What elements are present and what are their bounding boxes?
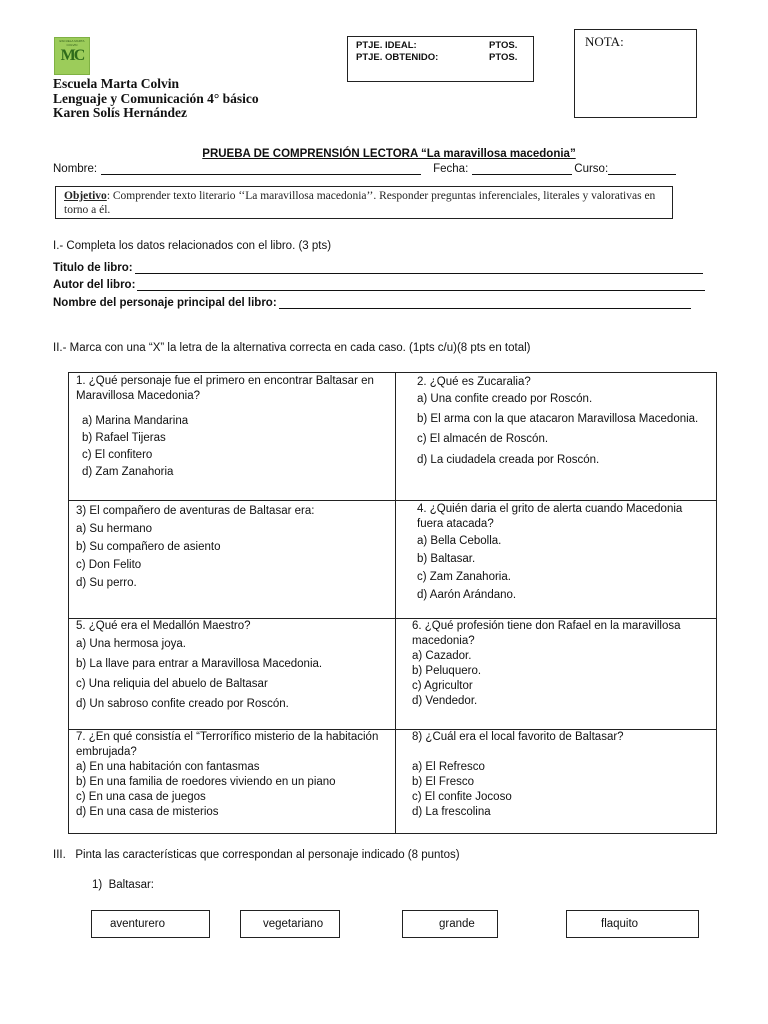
grade-label: NOTA: (585, 34, 624, 49)
course-label: Curso: (574, 163, 609, 175)
objective-text: : Comprender texto literario ‘‘La maravillosa macedonia’’. Responder preguntas inferenciales, literales y valorativas en torno a él. (64, 190, 656, 216)
section2-heading: II.- Marca con una “X” la letra de la alternativa correcta en cada caso. (1pts c/u)(8 pts en total) (53, 342, 531, 354)
option-c[interactable]: c) Agricultor (412, 680, 473, 692)
option-d[interactable]: d) Vendedor. (412, 695, 478, 707)
option-b[interactable]: b) Su compañero de asiento (76, 541, 221, 553)
option-b[interactable]: b) En una familia de roedores viviendo en un piano (76, 776, 336, 788)
name-field[interactable] (101, 164, 421, 175)
table-divider (69, 500, 716, 501)
character-label: 1) Baltasar: (92, 879, 154, 891)
page-title: PRUEBA DE COMPRENSIÓN LECTORA “La maravillosa macedonia” (202, 148, 576, 160)
section1-heading: I.- Completa los datos relacionados con el libro. (3 pts) (53, 240, 332, 252)
teacher-name: Karen Solís Hernández (53, 105, 188, 120)
option-c[interactable]: c) Zam Zanahoria. (417, 571, 511, 583)
option-d[interactable]: d) En una casa de misterios (76, 806, 219, 818)
date-field[interactable] (472, 164, 572, 175)
option-b[interactable]: b) Rafael Tijeras (82, 432, 166, 444)
score-obtained-unit: PTOS. (489, 52, 518, 63)
score-ideal-unit: PTOS. (489, 40, 518, 51)
question-text: 8) ¿Cuál era el local favorito de Baltasar? (412, 731, 624, 743)
trait-box-flaquito[interactable] (566, 910, 699, 938)
trait-box-grande[interactable] (402, 910, 498, 938)
grade-box[interactable] (574, 29, 697, 118)
objective-box (55, 186, 673, 219)
option-b[interactable]: b) El Fresco (412, 776, 474, 788)
question-text: 1. ¿Qué personaje fue el primero en encontrar Baltasar en Maravillosa Macedonia? (76, 375, 374, 402)
option-b[interactable]: b) Peluquero. (412, 665, 482, 677)
trait-label: flaquito (601, 918, 639, 930)
question-text: 3) El compañero de aventuras de Baltasar era: (76, 505, 315, 517)
option-c[interactable]: c) El almacén de Roscón. (417, 433, 549, 445)
score-obtained-label: PTJE. OBTENIDO: (356, 52, 439, 63)
trait-box-vegetariano[interactable] (240, 910, 340, 938)
logo-top-text: ESCUELA MARTA COLVIN (59, 39, 85, 47)
option-a[interactable]: a) Marina Mandarina (82, 415, 189, 427)
question-7 (76, 730, 388, 820)
option-b[interactable]: b) La llave para entrar a Maravillosa Macedonia. (76, 658, 323, 670)
book-title-field[interactable] (135, 263, 703, 274)
option-d[interactable]: d) Su perro. (76, 577, 137, 589)
option-a[interactable]: a) Su hermano (76, 523, 153, 535)
question-text: 5. ¿Qué era el Medallón Maestro? (76, 620, 251, 632)
option-b[interactable]: b) El arma con la que atacaron Maravillosa Macedonia. (417, 413, 699, 425)
question-text: 6. ¿Qué profesión tiene don Rafael en la maravillosa macedonia? (412, 620, 681, 647)
score-box (347, 36, 534, 82)
question-1 (76, 374, 388, 481)
book-author-field[interactable] (137, 280, 705, 291)
score-ideal-label: PTJE. IDEAL: (356, 40, 417, 51)
question-text: 4. ¿Quién daria el grito de alerta cuando Macedonia fuera atacada? (417, 503, 683, 530)
score-obtained-row (356, 52, 533, 64)
option-b[interactable]: b) Baltasar. (417, 553, 476, 565)
trait-label: vegetariano (263, 918, 324, 930)
option-d[interactable]: d) La frescolina (412, 806, 491, 818)
score-ideal-row (356, 40, 533, 52)
main-character-field[interactable] (279, 298, 691, 309)
book-author-label: Autor del libro: (53, 279, 136, 291)
school-info (53, 77, 259, 121)
book-title-row (53, 262, 703, 274)
option-d[interactable]: d) La ciudadela creada por Roscón. (417, 454, 600, 466)
book-author-row (53, 279, 705, 291)
section3-heading: III. Pinta las características que correspondan al personaje indicado (8 puntos) (53, 849, 460, 861)
logo-initials: MC (60, 47, 84, 64)
option-a[interactable]: a) En una habitación con fantasmas (76, 761, 260, 773)
question-8 (412, 730, 707, 820)
question-2 (417, 374, 707, 469)
course-field[interactable] (608, 164, 676, 175)
option-c[interactable]: c) Don Felito (76, 559, 142, 571)
trait-label: grande (439, 918, 475, 930)
table-divider (395, 373, 396, 833)
option-a[interactable]: a) Cazador. (412, 650, 472, 662)
question-6 (412, 619, 707, 709)
question-text: 2. ¿Qué es Zucaralia? (417, 376, 531, 388)
option-c[interactable]: c) El confite Jocoso (412, 791, 512, 803)
questions-table (68, 372, 717, 834)
trait-label: aventurero (110, 918, 165, 930)
student-fields-row (53, 163, 676, 175)
question-4 (417, 502, 707, 603)
date-label: Fecha: (433, 163, 469, 175)
objective-label: Objetivo (64, 190, 107, 202)
school-name: Escuela Marta Colvin (53, 76, 179, 91)
question-5 (76, 619, 394, 712)
school-logo (54, 37, 90, 75)
option-c[interactable]: c) En una casa de juegos (76, 791, 206, 803)
option-d[interactable]: d) Zam Zanahoria (82, 466, 174, 478)
main-character-row (53, 297, 691, 309)
question-3 (76, 502, 388, 592)
subject-grade: Lenguaje y Comunicación 4° básico (53, 90, 259, 106)
option-c[interactable]: c) Una reliquia del abuelo de Baltasar (76, 678, 268, 690)
option-a[interactable]: a) Una confite creado por Roscón. (417, 393, 593, 405)
option-c[interactable]: c) El confitero (82, 449, 153, 461)
option-a[interactable]: a) Bella Cebolla. (417, 535, 502, 547)
name-label: Nombre: (53, 163, 98, 175)
book-title-label: Titulo de libro: (53, 262, 133, 274)
option-d[interactable]: d) Aarón Arándano. (417, 589, 517, 601)
main-character-label: Nombre del personaje principal del libro: (53, 297, 277, 309)
question-text: 7. ¿En qué consistía el “Terrorífico misterio de la habitación embrujada? (76, 731, 379, 758)
trait-box-aventurero[interactable] (91, 910, 210, 938)
option-a[interactable]: a) Una hermosa joya. (76, 638, 186, 650)
option-a[interactable]: a) El Refresco (412, 761, 485, 773)
option-d[interactable]: d) Un sabroso confite creado por Roscón. (76, 698, 289, 710)
